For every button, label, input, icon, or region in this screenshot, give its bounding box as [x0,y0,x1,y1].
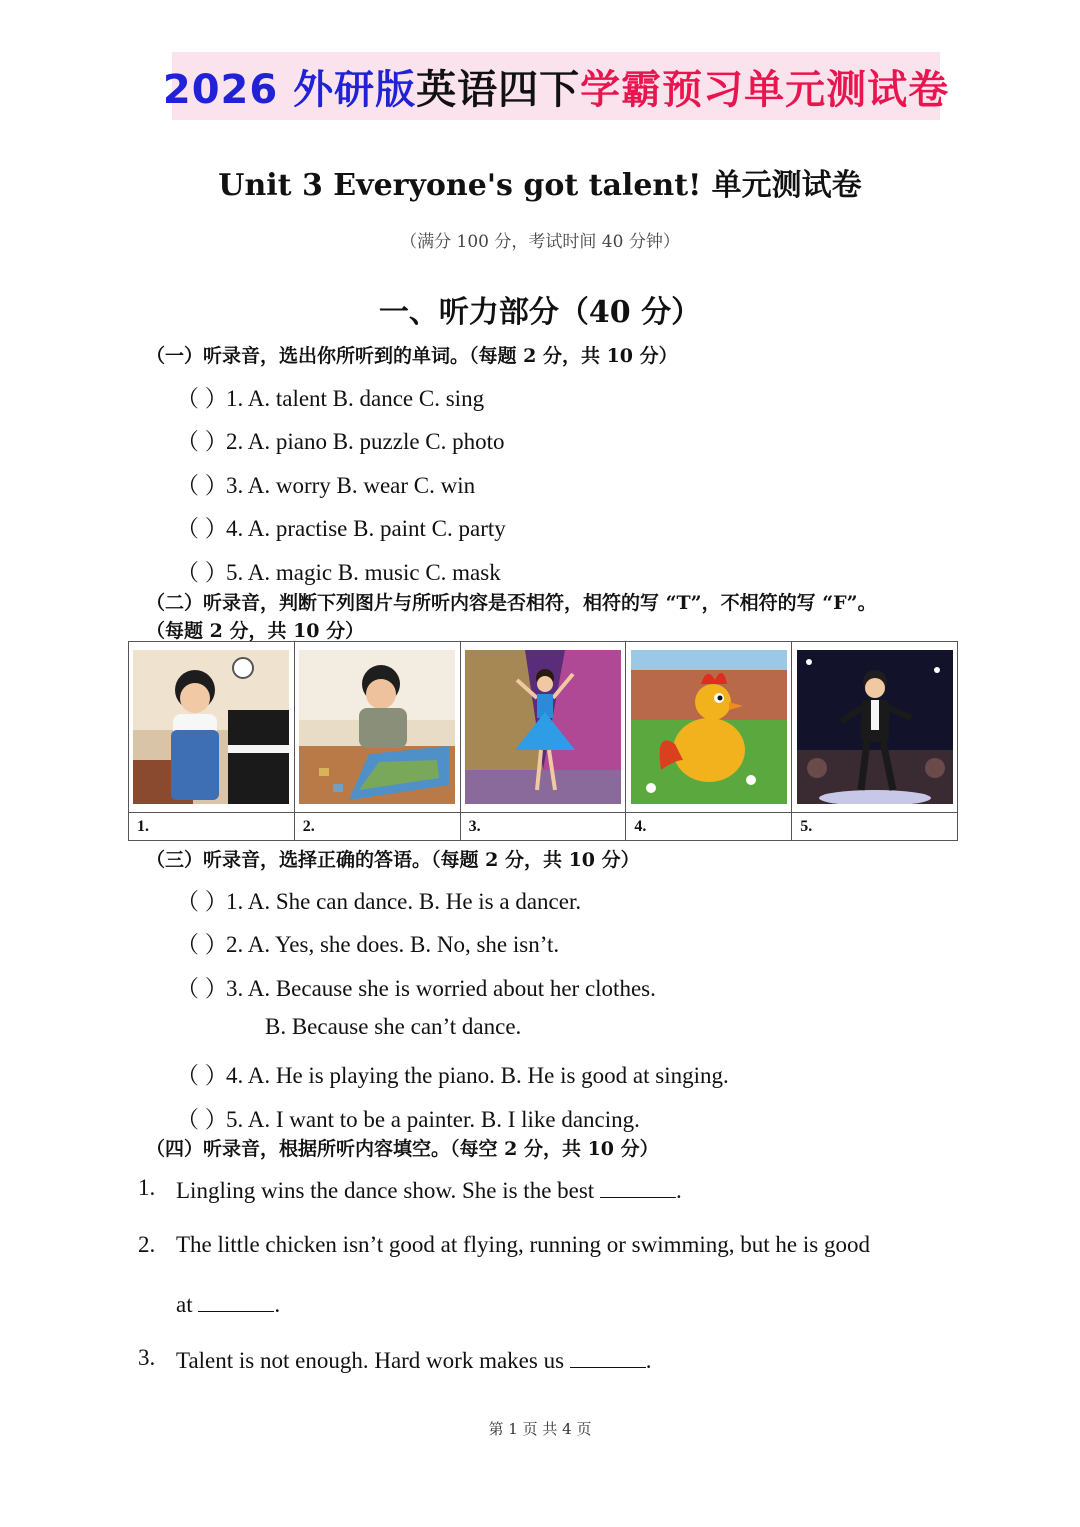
fill-question: The little chicken isn’t good at flying, running or swimming, but he is good [176,1232,870,1257]
answer-blank[interactable] [198,1289,274,1312]
section-1-heading: （一）听录音，选出你所听到的单词。（每题 2 分，共 10 分） [146,345,678,367]
picture-number: 3. [460,813,626,841]
picture-cell [294,642,460,813]
banner-part-1: 2026 外研版 [162,66,417,113]
picture-number: 2. [294,813,460,841]
picture-cell [792,642,958,813]
section-1-item: （ ）1. A. talent B. dance C. sing [176,386,485,411]
girl-playing-piano-icon [133,650,289,804]
section-3-item: （ ）2. A. Yes, she does. B. No, she isn’t. [176,932,560,957]
picture-number: 1. [129,813,295,841]
page-footer: 第 1 页 共 4 页 [488,1420,592,1438]
banner-part-3: 学霸预习单元测试卷 [580,66,950,113]
section-1-item: （ ）4. A. practise B. paint C. party [176,516,506,541]
section-3-item: （ ）3. A. Because she is worried about her clothes. [176,976,656,1001]
picture-table [128,641,958,841]
section-3-item-3-option-b: B. Because she can’t dance. [265,1014,522,1039]
boy-doing-puzzle-icon [299,650,455,804]
section-3-item: （ ）5. A. I want to be a painter. B. I like dancing. [176,1107,640,1132]
picture-cell [460,642,626,813]
page-title: Unit 3 Everyone's got talent! 单元测试卷 [218,168,862,203]
section-3-item: （ ）4. A. He is playing the piano. B. He is good at singing. [176,1063,729,1088]
picture-number: 4. [626,813,792,841]
picture-number: 5. [792,813,958,841]
section-2-heading: （二）听录音，判断下列图片与所听内容是否相符，相符的写 “T”，不相符的写 “F”。 [146,592,877,614]
fill-question-number: 2. [138,1232,156,1257]
section-1-item: （ ）3. A. worry B. wear C. win [176,473,476,498]
answer-blank[interactable] [570,1345,646,1368]
section-3-heading: （三）听录音，选择正确的答语。（每题 2 分，共 10 分） [146,849,640,871]
picture-cell [626,642,792,813]
girl-dancing-on-stage-icon [465,650,621,804]
fill-question: Talent is not enough. Hard work makes us . [176,1345,652,1374]
section-3-item: （ ）1. A. She can dance. B. He is a dancer. [176,889,582,914]
section-2-heading-points: （每题 2 分，共 10 分） [146,620,365,642]
fill-question: Lingling wins the dance show. She is the best . [176,1175,682,1204]
banner-part-2: 英语四下 [416,66,581,113]
fill-question-number: 3. [138,1345,156,1370]
answer-blank[interactable] [600,1175,676,1198]
fill-question-number: 1. [138,1175,156,1200]
boy-magician-icon [797,650,953,804]
section-1-item: （ ）5. A. magic B. music C. mask [176,560,501,585]
cartoon-rooster-icon [631,650,787,804]
banner [162,52,950,120]
section-1-item: （ ）2. A. piano B. puzzle C. photo [176,429,505,454]
fill-question-continued: at . [176,1289,280,1318]
picture-cell [129,642,295,813]
page-subtitle: （满分 100 分，考试时间 40 分钟） [400,232,680,252]
part-title: 一、听力部分（40 分） [378,295,702,330]
section-4-heading: （四）听录音，根据所听内容填空。（每空 2 分，共 10 分） [146,1138,659,1160]
